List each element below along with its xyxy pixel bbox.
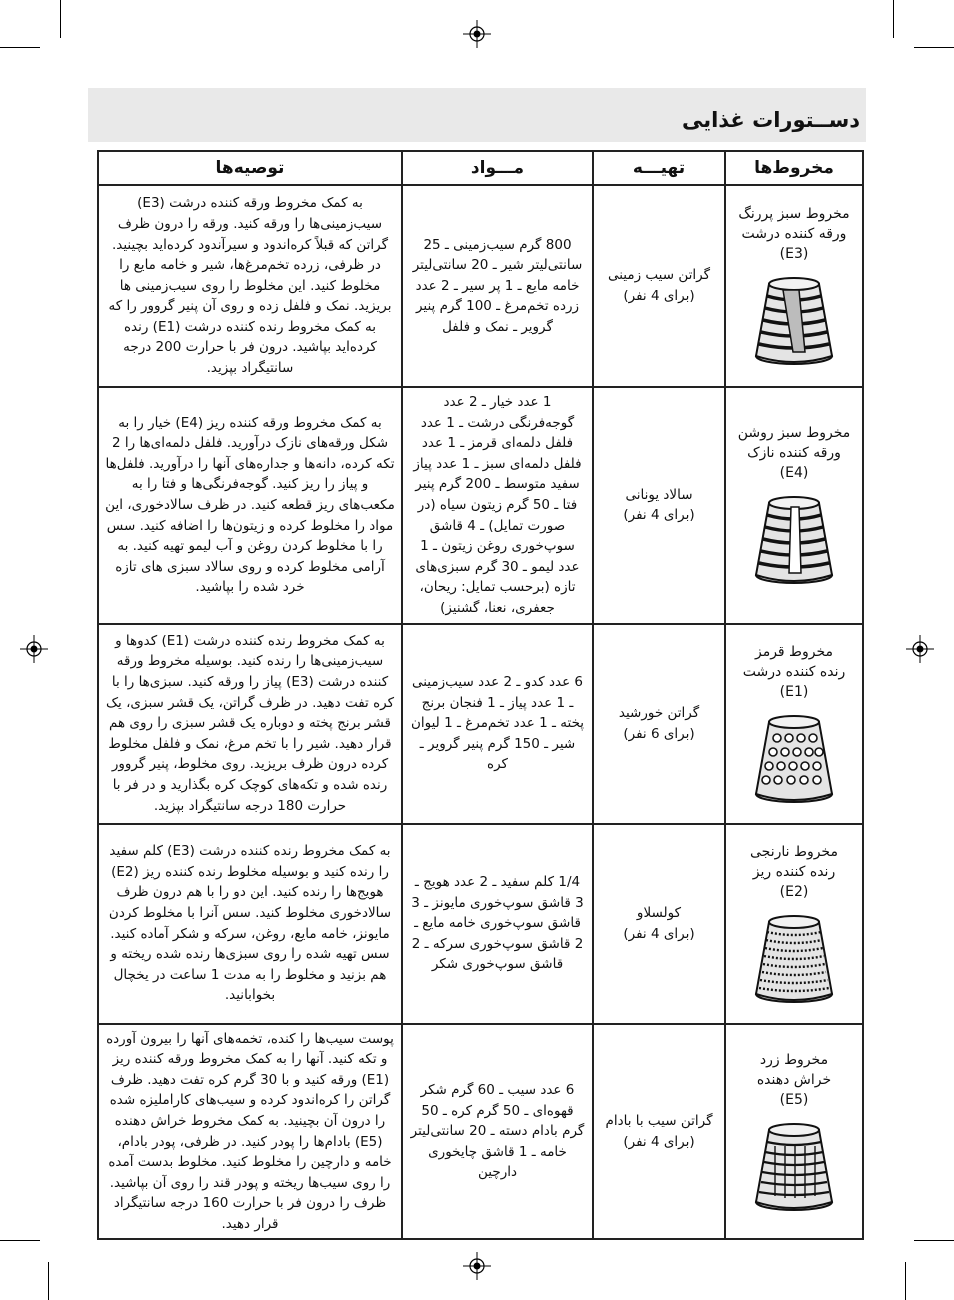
crop-mark: [905, 1262, 906, 1300]
registration-mark-icon: [463, 1252, 491, 1280]
cone-cell: [725, 1024, 863, 1240]
cone-cell: [725, 185, 863, 387]
registration-mark-icon: [20, 635, 48, 663]
cone-cell: [725, 624, 863, 824]
page-title: دســتورات غذایی: [681, 108, 860, 132]
tips-cell: پوست سیب‌ها را کنده، تخمه‌های آنها را بیرون آورده و تکه کنید. آنها را به کمک مخروط ورقه کننده ریز (E1) ورقه کنید و با 30 گرم کره تفت دهید. ظرف گراتن را کره‌اندود کرده و سیب‌های کاراملیزه شده را درون آن بچینید. به کمک مخروط خراش دهنده (E5) بادام‌ها را پودر کنید. در ظرفی، پودر بادام، خامه و دارچین را مخلوط کنید. مخلوط بدست آمده را روی سیب‌ها ریخته و پودر قند را روی آن بپاشید. ظرف را درون فر با حرارت 160 درجه سانتیگراد قرار دهید.: [98, 1024, 402, 1240]
header-cones: مخروط‌ها: [725, 151, 863, 185]
ingredients-cell: 1 عدد خیار ـ 2 عدد گوجه‌فرنگی درشت ـ 1 عدد فلفل دلمه‌ای قرمز ـ 1 عدد فلفل دلمه‌ای سبز ـ 1 عدد پیاز سفید متوسط ـ 200 گرم پنیر فتا ـ 50 گرم زیتون سیاه (در صورت تمایل) ـ 4 قاشق سوپ‌خوری روغن زیتون ـ 1 عدد لیمو ـ 30 گرم سبزی‌های تازه (برحسب تمایل: ریحان، جعفری، نعنا، گشنیز): [402, 387, 593, 624]
prep-cell: سالاد یونانی (برای 4 نفر): [593, 387, 725, 624]
shaving-cone-icon: [753, 1118, 835, 1214]
tips-cell: به کمک مخروط رنده کننده درشت (E1) کدوها و سیب‌زمینی‌ها را رنده کنید. بوسیله مخروط ورقه کننده درشت (E3) پیاز را ورقه کنید. سبزی‌ها را با کره تفت دهید. در ظرف گراتن، یک قشر سبزی، یک قشر برنج پخته و دوباره یک قشر سبزی را روی هم قرار دهید. شیر را با تخم مرغ، نمک و فلفل مخلوط کرده درون ظرف بریزید. روی مخلوط، پنیر گروور رنده شده و تکه‌های کوچک کره بگذارید و در فر با حرارت 180 درجه سانتیگراد بپزید.: [98, 624, 402, 824]
table-row: [98, 185, 863, 387]
thin-slicing-cone-icon: [753, 491, 835, 587]
cone-label: مخروط قرمز رنده کننده درشت (E1): [742, 643, 846, 700]
cone-label: مخروط سبز پررنگ ورقه کننده درشت (E3): [738, 206, 850, 262]
crop-mark: [914, 1240, 954, 1241]
header-tips: توصیه‌ها: [98, 151, 402, 185]
table-row: [98, 1024, 863, 1240]
prep-cell: گراتن سیب با بادام (برای 4 نفر): [593, 1024, 725, 1240]
table-row: [98, 387, 863, 624]
prep-cell: گراتن سیب زمینی (برای 4 نفر): [593, 185, 725, 387]
cone-cell: [725, 824, 863, 1024]
recipe-table: [97, 150, 864, 1240]
cone-cell: [725, 387, 863, 624]
prep-cell: گراتن خورشید (برای 6 نفر): [593, 624, 725, 824]
tips-cell: به کمک مخروط ورقه کننده درشت (E3) سیب‌زمینی‌ها را ورقه کنید. ورقه را درون ظرف گراتن که قبلاً کره‌اندود و سیرآندود کرده‌اید بچینید. در ظرفی، زرده تخم‌مرغ‌ها، شیر و خامه مایع را مخلوط کنید. این مخلوط را روی سیب‌زمینی ها بریزید. نمک و فلفل زده و روی آن پنیر گروور را که به کمک مخروط رنده کننده درشت (E1) رنده کرده‌اید بپاشید. درون فر با حرارت 200 درجه سانتیگراد بپزید.: [98, 185, 402, 387]
cone-label: مخروط زرد خراش دهنده (E5): [756, 1051, 832, 1108]
ingredients-cell: 6 عدد سیب ـ 60 گرم شکر قهوه‌ای ـ 50 گرم کره ـ 50 گرم بادام دسته ـ 20 سانتی‌لیتر خامه ـ 1 قاشق چایخوری دارچین: [402, 1024, 593, 1240]
ingredients-cell: 6 عدد کدو ـ 2 عدد سیب‌زمینی ـ 1 عدد پیاز ـ 1 فنجان برنج پخته ـ 1 عدد تخم‌مرغ ـ 1 لیوان شیر ـ 150 گرم پنیر گرویر ـ کره: [402, 624, 593, 824]
table-row: [98, 624, 863, 824]
tips-cell: به کمک مخروط ورقه کننده ریز (E4) خیار را به شکل ورقه‌های نازک درآورید. فلفل دلمه‌ای‌ها را 2 تکه کرده، دانه‌ها و جداره‌های آنها را درآورید. فلفل‌ها و پیاز را ریز کنید. گوجه‌فرنگی‌ها و فتا را به مکعب‌های ریز قطعه کنید. در ظرف سالادخوری، این مواد را مخلوط کرده و زیتون‌ها را اضافه کنید. سس را با مخلوط کردن روغن و آب لیمو تهیه کنید. به آرامی مخلوط کرده و روی سالاد سبزی های تازه خرد شده را بپاشید.: [98, 387, 402, 624]
cone-label: مخروط نارنجی رنده کننده ریز (E2): [750, 843, 838, 900]
coarse-grating-cone-icon: [753, 710, 835, 806]
crop-mark: [893, 0, 894, 38]
cone-label: مخروط سبز روشن ورقه کننده نازک (E4): [737, 425, 851, 482]
tips-cell: به کمک مخروط رنده کننده درشت (E3) کلم سفید را رنده کنید و بوسیله مخلوط رنده کننده ریز (E2) هویج‌ها را رنده کنید. این دو را با هم درون ظرف سالادخوری مخلوط کنید. سس آنرا با مخلوط کردن مایونز، خامه مایع، روغن، سرکه و شکر آماده کنید. سس تهیه شده را روی سبزی‌ها رنده شده ریخته و هم بزنید و مخلوط را به مدت 1 ساعت در یخچال بخوابانید.: [98, 824, 402, 1024]
crop-mark: [0, 1240, 40, 1241]
crop-mark: [914, 47, 954, 48]
table-header-row: [98, 151, 863, 185]
ingredients-cell: 1/4 کلم سفید ـ 2 عدد هویج ـ 3 قاشق سوپ‌خوری مایونز ـ 3 قاشق سوپ‌خوری خامه مایع ـ 2 قاشق سوپ‌خوری سرکه ـ 2 قاشق سوپ‌خوری شکر: [402, 824, 593, 1024]
registration-mark-icon: [906, 635, 934, 663]
header-ingredients: مـــواد: [402, 151, 593, 185]
fine-grating-cone-icon: [753, 910, 835, 1006]
prep-cell: کولسلاو (برای 4 نفر): [593, 824, 725, 1024]
crop-mark: [48, 1262, 49, 1300]
table-row: [98, 824, 863, 1024]
crop-mark: [0, 47, 40, 48]
crop-mark: [60, 0, 61, 38]
registration-mark-icon: [463, 20, 491, 48]
ingredients-cell: 800 گرم سیب‌زمینی ـ 25 سانتی‌لیتر شیر ـ 20 سانتی‌لیتر خامه مایع ـ 1 پر سیر ـ 2 عدد زرده تخم‌مرغ ـ 100 گرم پنیر گرویر ـ نمک و فلفل: [402, 185, 593, 387]
header-prep: تهیـــه: [593, 151, 725, 185]
coarse-slicing-cone-icon: [753, 272, 835, 368]
